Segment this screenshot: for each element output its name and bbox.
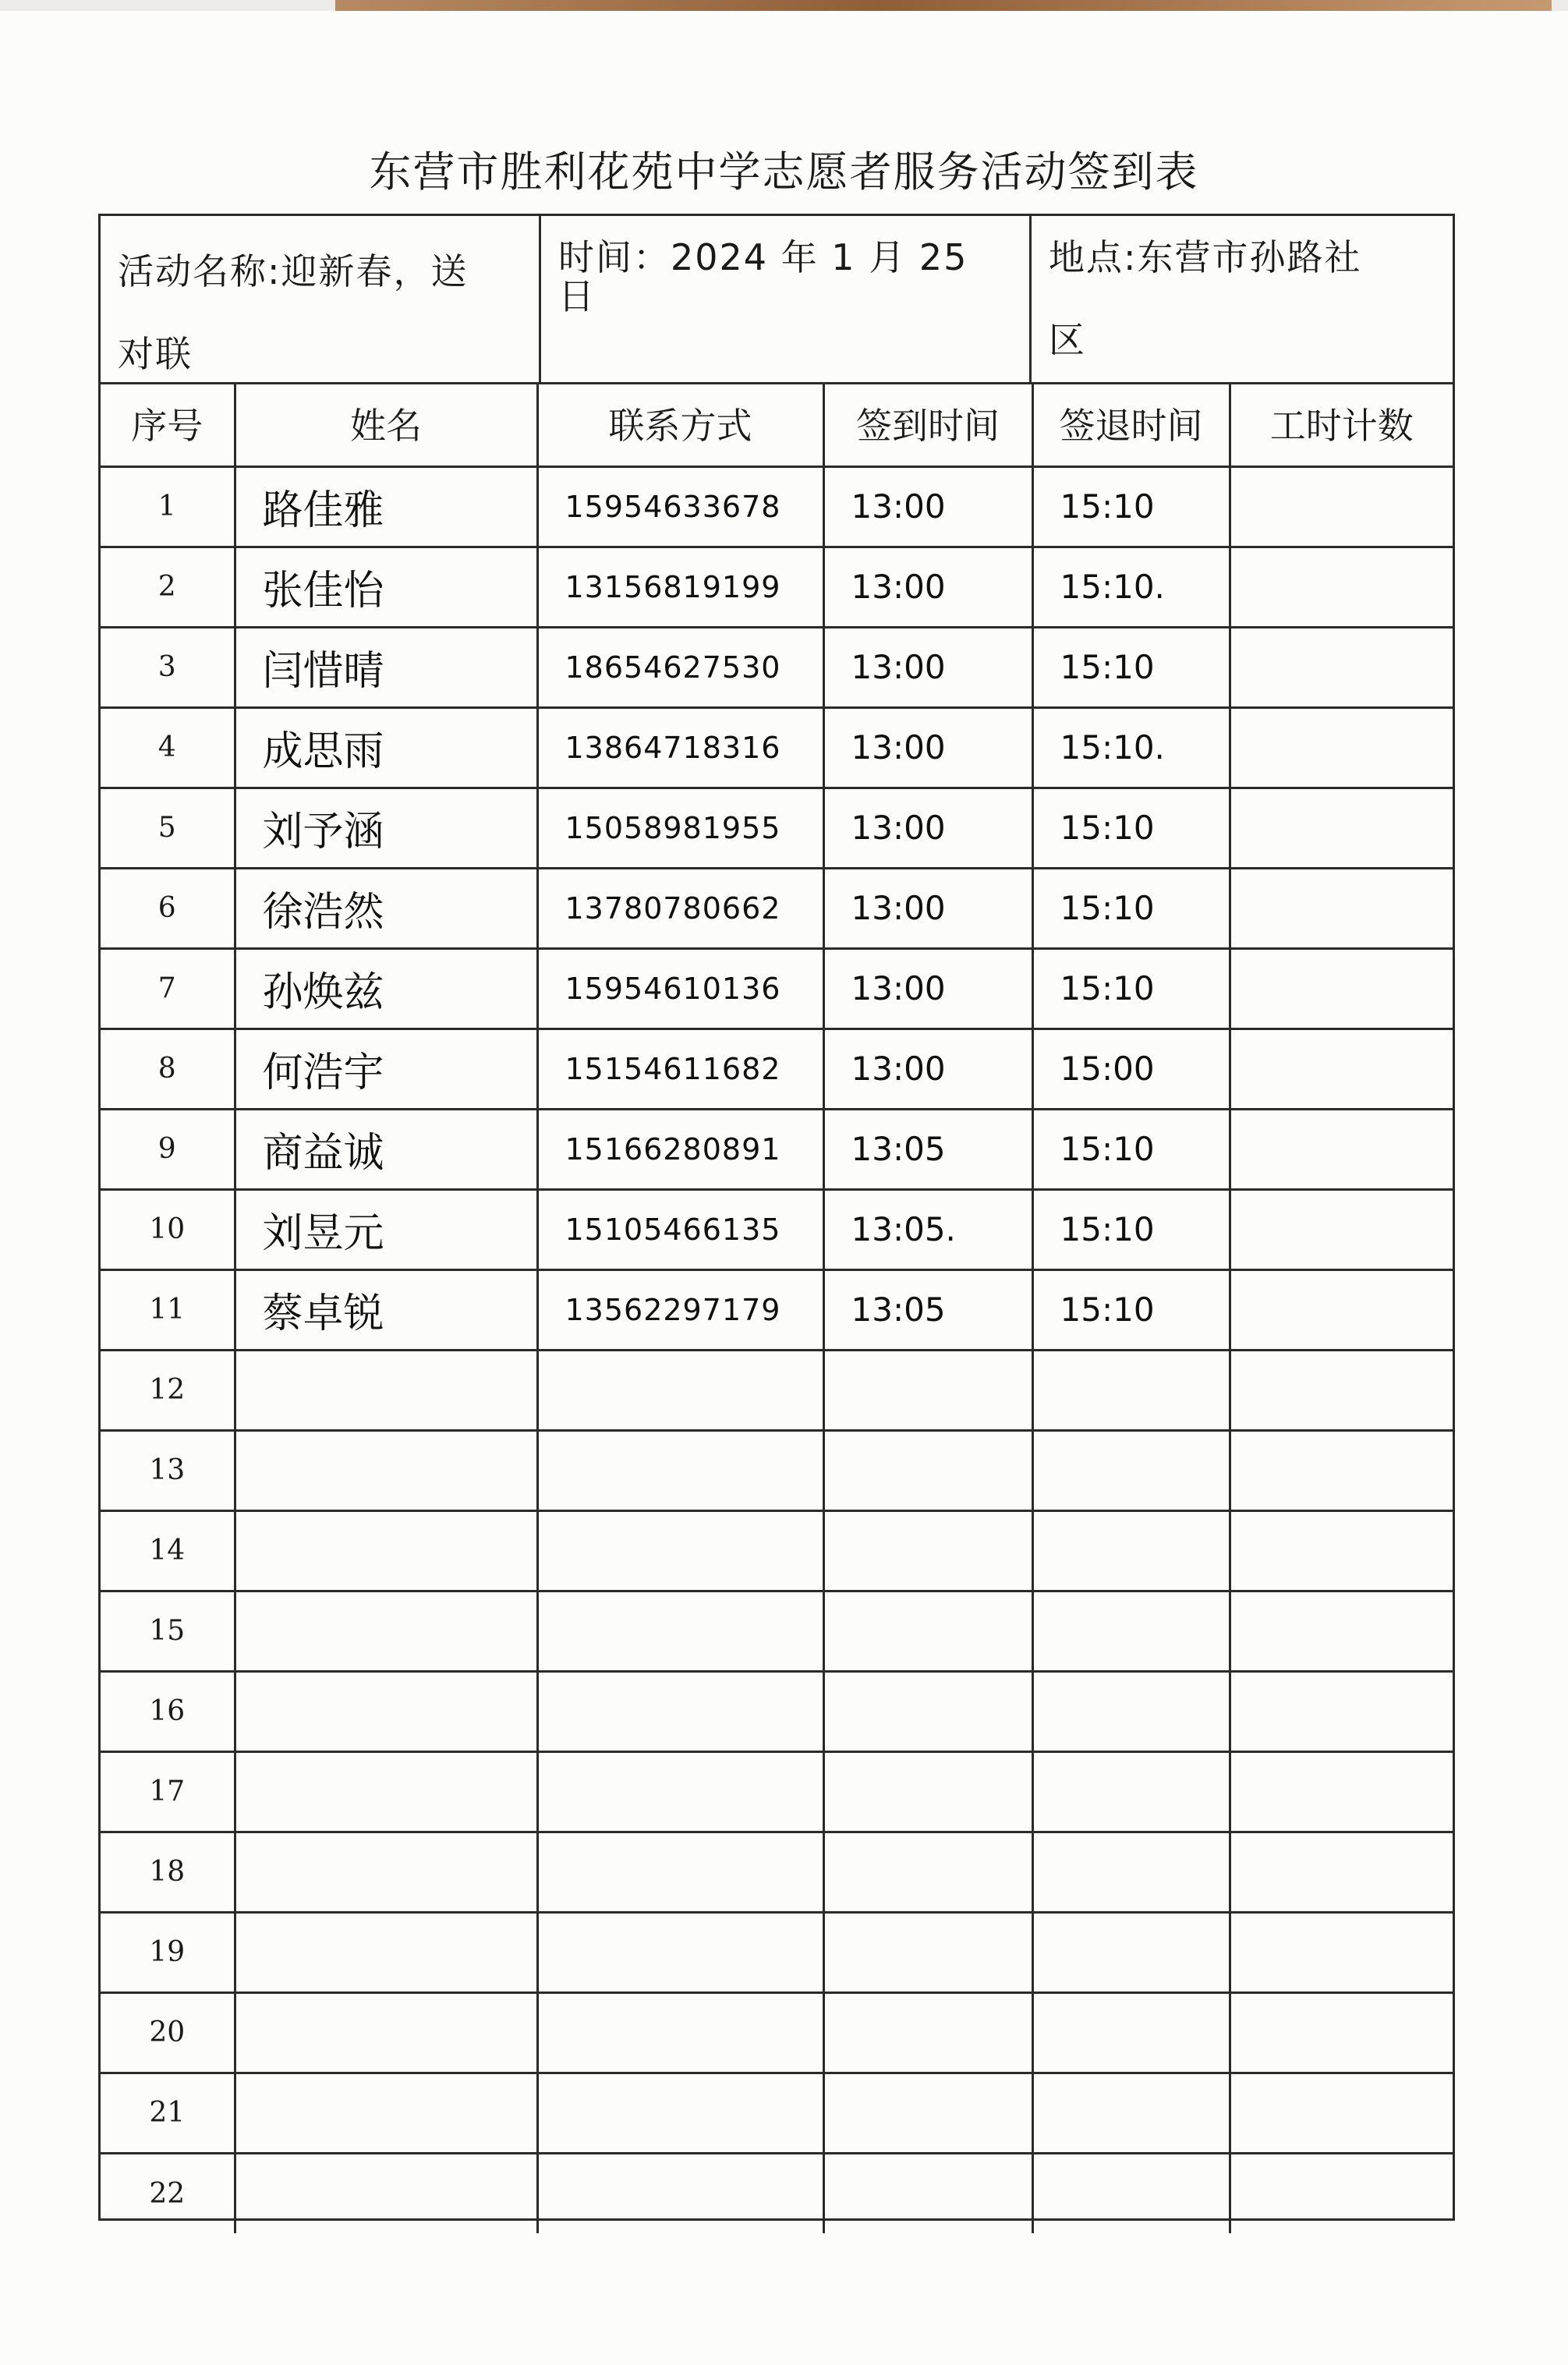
volunteer-name — [235, 1430, 537, 1510]
sign-out-time — [1032, 2153, 1230, 2233]
row-number: 6 — [101, 868, 235, 948]
volunteer-name: 徐浩然 — [235, 868, 537, 948]
sign-in-time — [823, 1671, 1032, 1751]
contact-phone — [537, 2073, 823, 2153]
sign-out-time — [1032, 1430, 1230, 1510]
contact-phone: 13780780662 — [537, 868, 823, 948]
sign-in-time — [823, 1832, 1032, 1912]
table-row — [101, 868, 1453, 948]
table-row — [101, 547, 1453, 627]
row-number: 11 — [101, 1269, 235, 1350]
sign-out-time: 15:10 — [1032, 1109, 1230, 1189]
volunteer-name: 蔡卓锐 — [235, 1269, 537, 1350]
row-number: 19 — [101, 1912, 235, 1992]
document-title: 东营市胜利花苑中学志愿者服务活动签到表 — [369, 147, 1199, 196]
sign-in-time — [823, 1350, 1032, 1430]
work-hours — [1230, 948, 1453, 1028]
header-seq: 序号 — [101, 382, 235, 466]
sign-out-time — [1032, 1591, 1230, 1671]
volunteer-name — [235, 1350, 537, 1430]
sign-in-time — [823, 2153, 1032, 2233]
work-hours — [1230, 627, 1453, 707]
sign-out-time: 15:10 — [1032, 1269, 1230, 1350]
sign-in-time — [823, 1992, 1032, 2073]
sign-in-time — [823, 1430, 1032, 1510]
work-hours — [1230, 2073, 1453, 2153]
volunteer-name — [235, 1992, 537, 2073]
sign-out-time: 15:10 — [1032, 868, 1230, 948]
sign-out-time — [1032, 1751, 1230, 1832]
table-row — [101, 1912, 1453, 1992]
row-number: 13 — [101, 1430, 235, 1510]
row-number: 1 — [101, 466, 235, 547]
contact-phone: 15154611682 — [537, 1028, 823, 1109]
row-number: 2 — [101, 547, 235, 627]
sign-out-time — [1032, 1992, 1230, 2073]
contact-phone — [537, 1832, 823, 1912]
sign-in-time: 13:00 — [823, 948, 1032, 1028]
sign-in-time: 13:05 — [823, 1109, 1032, 1189]
work-hours — [1230, 1350, 1453, 1430]
sign-out-time: 15:10 — [1032, 627, 1230, 707]
sign-in-time: 13:00 — [823, 627, 1032, 707]
sign-out-time — [1032, 2073, 1230, 2153]
table-row — [101, 627, 1453, 707]
work-hours — [1230, 1189, 1453, 1269]
header-sign-in: 签到时间 — [823, 382, 1032, 466]
work-hours — [1230, 1028, 1453, 1109]
activity-place-line1: 地点:东营市孙路社 — [1049, 236, 1362, 278]
sign-out-time: 15:00 — [1032, 1028, 1230, 1109]
header-hours: 工时计数 — [1230, 382, 1453, 466]
contact-phone: 13562297179 — [537, 1269, 823, 1350]
volunteer-name: 孙焕兹 — [235, 948, 537, 1028]
row-number: 8 — [101, 1028, 235, 1109]
volunteer-name: 路佳雅 — [235, 466, 537, 547]
table-row — [101, 948, 1453, 1028]
table-row — [101, 1510, 1453, 1591]
volunteer-name: 张佳怡 — [235, 547, 537, 627]
work-hours — [1230, 1269, 1453, 1350]
contact-phone — [537, 1912, 823, 1992]
contact-phone — [537, 1992, 823, 2073]
row-number: 7 — [101, 948, 235, 1028]
row-number: 10 — [101, 1189, 235, 1269]
sign-in-time — [823, 1912, 1032, 1992]
row-number: 16 — [101, 1671, 235, 1751]
sign-in-time — [823, 2073, 1032, 2153]
sign-out-time: 15:10. — [1032, 707, 1230, 788]
sign-in-time — [823, 1751, 1032, 1832]
contact-phone — [537, 1671, 823, 1751]
volunteer-name: 刘予涵 — [235, 788, 537, 868]
contact-phone: 15954633678 — [537, 466, 823, 547]
table-row — [101, 2153, 1453, 2233]
sign-out-time — [1032, 1350, 1230, 1430]
activity-place-line2: 区 — [1049, 319, 1086, 361]
sign-out-time — [1032, 1832, 1230, 1912]
row-number: 4 — [101, 707, 235, 788]
work-hours — [1230, 1671, 1453, 1751]
volunteer-name — [235, 1832, 537, 1912]
sign-in-time: 13:05 — [823, 1269, 1032, 1350]
work-hours — [1230, 1992, 1453, 2073]
contact-phone: 13864718316 — [537, 707, 823, 788]
table-row — [101, 1350, 1453, 1430]
work-hours — [1230, 1510, 1453, 1591]
volunteer-name — [235, 1510, 537, 1591]
sign-out-time: 15:10 — [1032, 1189, 1230, 1269]
sign-in-time: 13:00 — [823, 1028, 1032, 1109]
activity-place-cell — [1032, 216, 1453, 384]
volunteer-name: 商益诚 — [235, 1109, 537, 1189]
contact-phone: 15058981955 — [537, 788, 823, 868]
table-row — [101, 1671, 1453, 1751]
contact-phone: 15105466135 — [537, 1189, 823, 1269]
sign-in-table — [98, 214, 1455, 2221]
table-row — [101, 1832, 1453, 1912]
contact-phone — [537, 1751, 823, 1832]
work-hours — [1230, 2153, 1453, 2233]
work-hours — [1230, 1751, 1453, 1832]
activity-name-line2: 对联 — [118, 333, 193, 375]
work-hours — [1230, 707, 1453, 788]
table-row — [101, 1269, 1453, 1350]
row-number: 9 — [101, 1109, 235, 1189]
table-row — [101, 707, 1453, 788]
sign-in-time: 13:00 — [823, 868, 1032, 948]
work-hours — [1230, 1912, 1453, 1992]
contact-phone — [537, 1591, 823, 1671]
sign-in-time — [823, 1591, 1032, 1671]
table-row — [101, 1430, 1453, 1510]
work-hours — [1230, 868, 1453, 948]
clipboard-edge — [335, 0, 1552, 11]
sign-out-time — [1032, 1912, 1230, 1992]
contact-phone: 15954610136 — [537, 948, 823, 1028]
table-row — [101, 1028, 1453, 1109]
contact-phone — [537, 2153, 823, 2233]
table-row — [101, 1751, 1453, 1832]
contact-phone — [537, 1430, 823, 1510]
volunteer-name — [235, 1671, 537, 1751]
table-row — [101, 1992, 1453, 2073]
activity-name-cell — [101, 216, 541, 384]
activity-info-row — [101, 216, 1453, 384]
table-row — [101, 1109, 1453, 1189]
sign-out-time: 15:10 — [1032, 788, 1230, 868]
volunteer-name — [235, 1751, 537, 1832]
contact-phone — [537, 1350, 823, 1430]
sign-out-time — [1032, 1671, 1230, 1751]
row-number: 20 — [101, 1992, 235, 2073]
row-number: 17 — [101, 1751, 235, 1832]
header-sign-out: 签退时间 — [1032, 382, 1230, 466]
contact-phone — [537, 1510, 823, 1591]
volunteer-name: 成思雨 — [235, 707, 537, 788]
sign-in-time: 13:00 — [823, 707, 1032, 788]
row-number: 5 — [101, 788, 235, 868]
volunteer-name — [235, 2073, 537, 2153]
row-number: 22 — [101, 2153, 235, 2233]
volunteer-name — [235, 1912, 537, 1992]
row-number: 21 — [101, 2073, 235, 2153]
sign-in-time: 13:00 — [823, 466, 1032, 547]
volunteer-name: 刘昱元 — [235, 1189, 537, 1269]
work-hours — [1230, 1832, 1453, 1912]
sign-out-time: 15:10 — [1032, 466, 1230, 547]
header-contact: 联系方式 — [537, 382, 823, 466]
contact-phone: 15166280891 — [537, 1109, 823, 1189]
activity-name-line1: 活动名称:迎新春，送 — [118, 250, 469, 292]
attendance-rows — [101, 466, 1453, 2233]
attendance-grid — [101, 382, 1453, 2233]
table-row — [101, 1591, 1453, 1671]
work-hours — [1230, 466, 1453, 547]
volunteer-name: 闫惜晴 — [235, 627, 537, 707]
row-number: 12 — [101, 1350, 235, 1430]
row-number: 18 — [101, 1832, 235, 1912]
contact-phone: 18654627530 — [537, 627, 823, 707]
activity-time-cell — [541, 216, 1032, 384]
table-row — [101, 466, 1453, 547]
table-row — [101, 1189, 1453, 1269]
sign-in-time: 13:05. — [823, 1189, 1032, 1269]
work-hours — [1230, 1109, 1453, 1189]
table-row — [101, 788, 1453, 868]
row-number: 14 — [101, 1510, 235, 1591]
header-name: 姓名 — [235, 382, 537, 466]
volunteer-name — [235, 1591, 537, 1671]
volunteer-name — [235, 2153, 537, 2233]
work-hours — [1230, 1430, 1453, 1510]
work-hours — [1230, 1591, 1453, 1671]
contact-phone: 13156819199 — [537, 547, 823, 627]
sign-in-time — [823, 1510, 1032, 1591]
header-row — [101, 382, 1453, 466]
volunteer-name: 何浩宇 — [235, 1028, 537, 1109]
work-hours — [1230, 788, 1453, 868]
table-row — [101, 2073, 1453, 2153]
work-hours — [1230, 547, 1453, 627]
sign-in-time: 13:00 — [823, 547, 1032, 627]
sign-in-time: 13:00 — [823, 788, 1032, 868]
sign-out-time: 15:10 — [1032, 948, 1230, 1028]
activity-time: 时间：2024 年 1 月 25 日 — [558, 236, 968, 317]
sign-out-time — [1032, 1510, 1230, 1591]
sign-out-time: 15:10. — [1032, 547, 1230, 627]
row-number: 3 — [101, 627, 235, 707]
row-number: 15 — [101, 1591, 235, 1671]
